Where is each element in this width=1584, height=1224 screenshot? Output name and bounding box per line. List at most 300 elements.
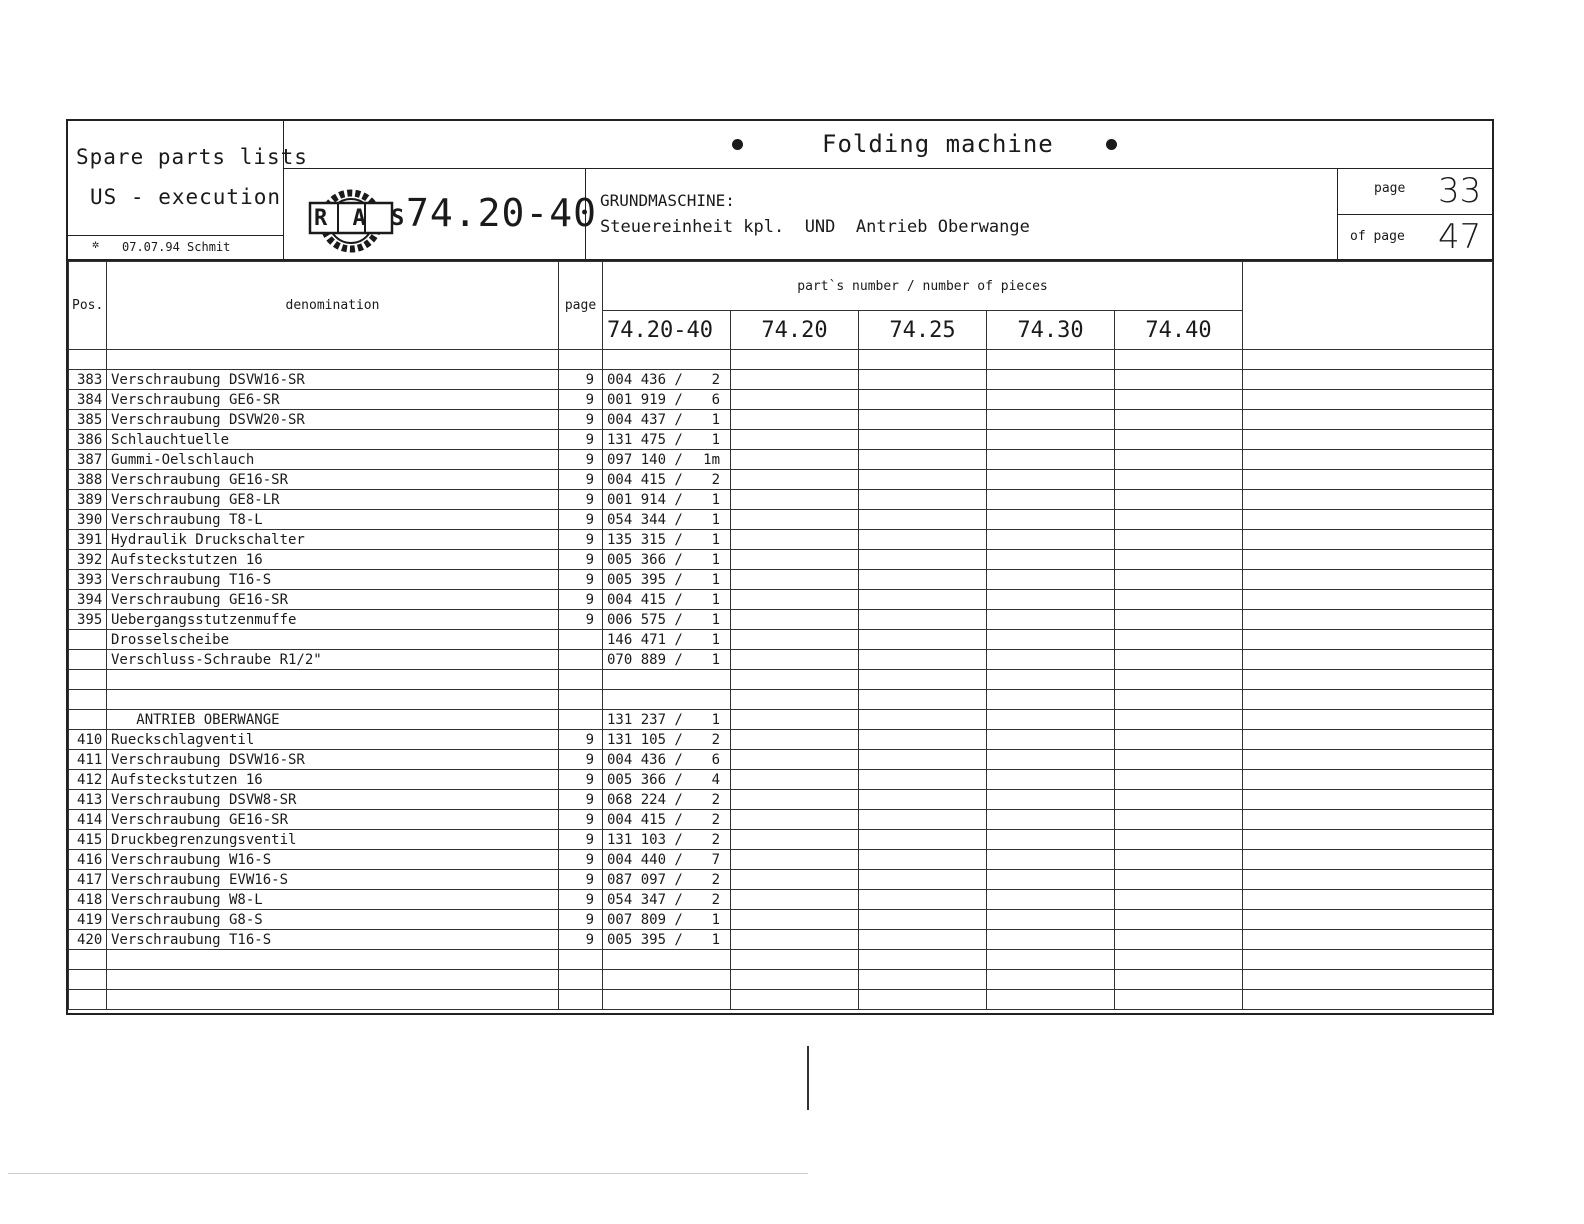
table-row bbox=[69, 570, 1493, 590]
part-number: 131 475 / bbox=[607, 431, 683, 448]
page-cell: 9 bbox=[559, 610, 603, 630]
model-value-cell bbox=[1115, 890, 1243, 910]
model-value-cell bbox=[1243, 950, 1493, 970]
model-value-cell bbox=[987, 410, 1115, 430]
model-value-cell bbox=[859, 950, 987, 970]
model-value-cell bbox=[859, 530, 987, 550]
model-value-cell bbox=[731, 830, 859, 850]
model-value-cell bbox=[987, 550, 1115, 570]
pos-cell: 383 bbox=[69, 370, 107, 390]
piece-count: 2 bbox=[711, 791, 720, 808]
model-value-cell bbox=[1243, 370, 1493, 390]
model-value-cell bbox=[731, 530, 859, 550]
part-number: 004 415 / bbox=[607, 591, 683, 608]
piece-count: 1 bbox=[711, 911, 720, 928]
table-row bbox=[69, 370, 1493, 390]
part-number-cell bbox=[603, 650, 731, 670]
denomination-cell: Aufsteckstutzen 16 bbox=[107, 550, 559, 570]
model-col-4: 74.30 bbox=[987, 311, 1115, 350]
part-number-cell bbox=[603, 670, 731, 690]
page-cell: 9 bbox=[559, 810, 603, 830]
col-blank bbox=[1243, 262, 1493, 350]
piece-count: 2 bbox=[711, 871, 720, 888]
piece-count: 1m bbox=[703, 451, 720, 468]
part-number-cell bbox=[603, 390, 731, 410]
model-value-cell bbox=[731, 850, 859, 870]
denomination-cell: Verschraubung W16-S bbox=[107, 850, 559, 870]
table-row bbox=[69, 970, 1493, 990]
page-cell: 9 bbox=[559, 550, 603, 570]
model-value-cell bbox=[987, 510, 1115, 530]
denomination-cell bbox=[107, 970, 559, 990]
denomination-cell: Drosselscheibe bbox=[107, 630, 559, 650]
part-number: 004 436 / bbox=[607, 371, 683, 388]
denomination-cell bbox=[107, 990, 559, 1010]
model-value-cell bbox=[1115, 970, 1243, 990]
page-cell: 9 bbox=[559, 830, 603, 850]
model-col-3: 74.25 bbox=[859, 311, 987, 350]
part-number-cell bbox=[603, 590, 731, 610]
model-value-cell bbox=[1115, 930, 1243, 950]
model-value-cell bbox=[731, 690, 859, 710]
part-number: 006 575 / bbox=[607, 611, 683, 628]
part-number-cell bbox=[603, 690, 731, 710]
model-value-cell bbox=[859, 830, 987, 850]
page-row bbox=[1338, 169, 1492, 215]
model-value-cell bbox=[1115, 730, 1243, 750]
machine-title: Folding machine bbox=[822, 130, 1054, 158]
model-value-cell bbox=[1115, 570, 1243, 590]
pos-cell bbox=[69, 350, 107, 370]
part-number: 054 347 / bbox=[607, 891, 683, 908]
model-value-cell bbox=[987, 930, 1115, 950]
page-cell: 9 bbox=[559, 930, 603, 950]
denomination-cell: Verschraubung GE16-SR bbox=[107, 470, 559, 490]
model-value-cell bbox=[987, 610, 1115, 630]
part-number-cell bbox=[603, 770, 731, 790]
model-value-cell bbox=[859, 550, 987, 570]
pos-cell: 413 bbox=[69, 790, 107, 810]
page-block bbox=[1338, 169, 1492, 259]
model-value-cell bbox=[1115, 610, 1243, 630]
part-number-cell bbox=[603, 870, 731, 890]
denomination-cell: Verschluss-Schraube R1/2" bbox=[107, 650, 559, 670]
page-cell: 9 bbox=[559, 850, 603, 870]
model-value-cell bbox=[1115, 550, 1243, 570]
denomination-cell: Rueckschlagventil bbox=[107, 730, 559, 750]
page-cell bbox=[559, 650, 603, 670]
piece-count: 1 bbox=[711, 571, 720, 588]
model-value-cell bbox=[987, 450, 1115, 470]
model-value-cell bbox=[859, 470, 987, 490]
model-value-cell bbox=[859, 970, 987, 990]
part-number: 146 471 / bbox=[607, 631, 683, 648]
model-value-cell bbox=[731, 870, 859, 890]
revision-mark-icon: ✲ bbox=[92, 237, 100, 251]
parts-table bbox=[68, 261, 1493, 1010]
model-value-cell bbox=[987, 850, 1115, 870]
pos-cell: 391 bbox=[69, 530, 107, 550]
page-cell: 9 bbox=[559, 370, 603, 390]
piece-count: 1 bbox=[711, 531, 720, 548]
page-cell bbox=[559, 710, 603, 730]
model-value-cell bbox=[1243, 430, 1493, 450]
model-value-cell bbox=[1243, 930, 1493, 950]
part-number: 001 919 / bbox=[607, 391, 683, 408]
model-value-cell bbox=[1115, 710, 1243, 730]
part-number: 004 436 / bbox=[607, 751, 683, 768]
piece-count: 2 bbox=[711, 891, 720, 908]
model-value-cell bbox=[1115, 910, 1243, 930]
table-row bbox=[69, 910, 1493, 930]
denomination-cell bbox=[107, 350, 559, 370]
part-number: 131 103 / bbox=[607, 831, 683, 848]
table-row bbox=[69, 530, 1493, 550]
denomination-cell: Verschraubung T16-S bbox=[107, 570, 559, 590]
piece-count: 2 bbox=[711, 731, 720, 748]
model-value-cell bbox=[731, 810, 859, 830]
pos-cell bbox=[69, 650, 107, 670]
model-value-cell bbox=[859, 810, 987, 830]
table-row bbox=[69, 450, 1493, 470]
model-value-cell bbox=[859, 410, 987, 430]
machine-title-strip bbox=[284, 121, 1492, 169]
part-number-cell bbox=[603, 710, 731, 730]
model-value-cell bbox=[731, 370, 859, 390]
page-cell: 9 bbox=[559, 750, 603, 770]
group-block bbox=[586, 169, 1338, 259]
part-number: 135 315 / bbox=[607, 531, 683, 548]
part-number-cell bbox=[603, 630, 731, 650]
denomination-cell: Verschraubung T16-S bbox=[107, 930, 559, 950]
denomination-cell: Gummi-Oelschlauch bbox=[107, 450, 559, 470]
denomination-cell: Verschraubung GE16-SR bbox=[107, 810, 559, 830]
part-number: 070 889 / bbox=[607, 651, 683, 668]
pos-cell: 410 bbox=[69, 730, 107, 750]
table-row bbox=[69, 390, 1493, 410]
denomination-cell: Verschraubung DSVW16-SR bbox=[107, 750, 559, 770]
model-value-cell bbox=[1115, 510, 1243, 530]
denomination-cell bbox=[107, 950, 559, 970]
page-cell: 9 bbox=[559, 730, 603, 750]
pos-cell: 387 bbox=[69, 450, 107, 470]
denomination-cell: Verschraubung GE16-SR bbox=[107, 590, 559, 610]
part-number-cell bbox=[603, 470, 731, 490]
model-value-cell bbox=[987, 670, 1115, 690]
table-row bbox=[69, 670, 1493, 690]
date-author: 07.07.94 Schmit bbox=[122, 240, 231, 254]
model-value-cell bbox=[859, 730, 987, 750]
table-row bbox=[69, 810, 1493, 830]
model-value-cell bbox=[731, 770, 859, 790]
part-number-cell bbox=[603, 490, 731, 510]
page-cell: 9 bbox=[559, 430, 603, 450]
part-number-cell bbox=[603, 910, 731, 930]
table-row bbox=[69, 630, 1493, 650]
denomination-cell: Verschraubung T8-L bbox=[107, 510, 559, 530]
model-value-cell bbox=[1115, 670, 1243, 690]
model-value-cell bbox=[859, 990, 987, 1010]
pos-cell: 419 bbox=[69, 910, 107, 930]
of-page-label: of page bbox=[1350, 229, 1405, 244]
denomination-cell: Verschraubung EVW16-S bbox=[107, 870, 559, 890]
pos-cell: 412 bbox=[69, 770, 107, 790]
pos-cell: 385 bbox=[69, 410, 107, 430]
model-value-cell bbox=[1115, 870, 1243, 890]
model-value-cell bbox=[859, 490, 987, 510]
model-col-1: 74.20-40 bbox=[603, 311, 731, 350]
model-value-cell bbox=[859, 890, 987, 910]
model-value-cell bbox=[987, 810, 1115, 830]
list-title: Spare parts lists bbox=[76, 145, 308, 169]
part-number: 004 415 / bbox=[607, 471, 683, 488]
page-cell: 9 bbox=[559, 410, 603, 430]
model-value-cell bbox=[731, 610, 859, 630]
table-row bbox=[69, 770, 1493, 790]
page-cell: 9 bbox=[559, 450, 603, 470]
denomination-cell: Verschraubung GE8-LR bbox=[107, 490, 559, 510]
page-cell bbox=[559, 690, 603, 710]
part-number-cell bbox=[603, 810, 731, 830]
model-value-cell bbox=[987, 470, 1115, 490]
model-value-cell bbox=[1243, 990, 1493, 1010]
model-value-cell bbox=[731, 450, 859, 470]
table-row bbox=[69, 830, 1493, 850]
ras-logo bbox=[308, 187, 411, 245]
part-number-cell bbox=[603, 430, 731, 450]
piece-count: 2 bbox=[711, 811, 720, 828]
pos-cell: 417 bbox=[69, 870, 107, 890]
table-row bbox=[69, 790, 1493, 810]
model-value-cell bbox=[859, 650, 987, 670]
pos-cell: 390 bbox=[69, 510, 107, 530]
pos-cell: 384 bbox=[69, 390, 107, 410]
model-value-cell bbox=[1243, 550, 1493, 570]
model-value-cell bbox=[1115, 350, 1243, 370]
model-value-cell bbox=[1243, 770, 1493, 790]
table-row bbox=[69, 890, 1493, 910]
piece-count: 1 bbox=[711, 931, 720, 948]
piece-count: 1 bbox=[711, 411, 720, 428]
date-strip bbox=[68, 235, 283, 259]
denomination-cell: Verschraubung W8-L bbox=[107, 890, 559, 910]
table-row bbox=[69, 750, 1493, 770]
page-cell: 9 bbox=[559, 390, 603, 410]
model-value-cell bbox=[731, 670, 859, 690]
denomination-cell: Verschraubung GE6-SR bbox=[107, 390, 559, 410]
piece-count: 1 bbox=[711, 711, 720, 728]
piece-count: 1 bbox=[711, 511, 720, 528]
piece-count: 1 bbox=[711, 651, 720, 668]
model-value-cell bbox=[859, 690, 987, 710]
part-number-cell bbox=[603, 930, 731, 950]
parts-table-body bbox=[69, 350, 1493, 1010]
model-value-cell bbox=[1243, 890, 1493, 910]
col-group-heading: part`s number / number of pieces bbox=[603, 262, 1243, 311]
table-row bbox=[69, 990, 1493, 1010]
model-value-cell bbox=[1243, 450, 1493, 470]
model-value-cell bbox=[859, 390, 987, 410]
piece-count: 2 bbox=[711, 471, 720, 488]
model-value-cell bbox=[731, 570, 859, 590]
model-value-cell bbox=[731, 490, 859, 510]
model-value-cell bbox=[731, 550, 859, 570]
piece-count: 1 bbox=[711, 551, 720, 568]
model-value-cell bbox=[731, 630, 859, 650]
pos-cell bbox=[69, 970, 107, 990]
part-number-cell bbox=[603, 790, 731, 810]
table-row bbox=[69, 510, 1493, 530]
model-range: 74.20-40 bbox=[406, 191, 598, 235]
model-value-cell bbox=[1115, 450, 1243, 470]
model-value-cell bbox=[859, 450, 987, 470]
table-row bbox=[69, 610, 1493, 630]
piece-count: 6 bbox=[711, 391, 720, 408]
pos-cell: 416 bbox=[69, 850, 107, 870]
table-row bbox=[69, 690, 1493, 710]
model-value-cell bbox=[1115, 390, 1243, 410]
pos-cell: 395 bbox=[69, 610, 107, 630]
part-number: 097 140 / bbox=[607, 451, 683, 468]
model-value-cell bbox=[1115, 750, 1243, 770]
model-value-cell bbox=[1115, 950, 1243, 970]
pos-cell: 389 bbox=[69, 490, 107, 510]
model-value-cell bbox=[1115, 490, 1243, 510]
model-value-cell bbox=[859, 350, 987, 370]
pos-cell: 418 bbox=[69, 890, 107, 910]
model-value-cell bbox=[1243, 710, 1493, 730]
table-row bbox=[69, 550, 1493, 570]
model-value-cell bbox=[1115, 630, 1243, 650]
model-value-cell bbox=[987, 970, 1115, 990]
pos-cell bbox=[69, 950, 107, 970]
part-number-cell bbox=[603, 850, 731, 870]
part-number: 005 366 / bbox=[607, 771, 683, 788]
model-value-cell bbox=[987, 730, 1115, 750]
denomination-cell bbox=[107, 670, 559, 690]
model-value-cell bbox=[1115, 370, 1243, 390]
model-value-cell bbox=[1115, 410, 1243, 430]
model-value-cell bbox=[987, 530, 1115, 550]
model-value-cell bbox=[731, 910, 859, 930]
model-value-cell bbox=[731, 350, 859, 370]
model-value-cell bbox=[1243, 850, 1493, 870]
pos-cell bbox=[69, 990, 107, 1010]
part-number: 054 344 / bbox=[607, 511, 683, 528]
logo-block bbox=[284, 169, 598, 259]
model-value-cell bbox=[987, 870, 1115, 890]
pos-cell: 394 bbox=[69, 590, 107, 610]
group-description: Steuereinheit kpl. UND Antrieb Oberwange bbox=[600, 217, 1030, 237]
model-value-cell bbox=[1115, 590, 1243, 610]
pos-cell: 415 bbox=[69, 830, 107, 850]
pos-cell: 411 bbox=[69, 750, 107, 770]
page-cell bbox=[559, 950, 603, 970]
model-value-cell bbox=[1243, 690, 1493, 710]
piece-count: 4 bbox=[711, 771, 720, 788]
model-value-cell bbox=[987, 570, 1115, 590]
denomination-cell: Verschraubung DSVW8-SR bbox=[107, 790, 559, 810]
model-value-cell bbox=[987, 770, 1115, 790]
denomination-cell: ANTRIEB OBERWANGE bbox=[107, 710, 559, 730]
part-number: 005 395 / bbox=[607, 931, 683, 948]
model-value-cell bbox=[859, 910, 987, 930]
model-value-cell bbox=[1115, 530, 1243, 550]
pos-cell bbox=[69, 670, 107, 690]
part-number: 001 914 / bbox=[607, 491, 683, 508]
model-value-cell bbox=[731, 410, 859, 430]
model-value-cell bbox=[1243, 510, 1493, 530]
denomination-cell bbox=[107, 690, 559, 710]
model-value-cell bbox=[987, 590, 1115, 610]
pos-cell: 414 bbox=[69, 810, 107, 830]
model-value-cell bbox=[1243, 470, 1493, 490]
col-page: page bbox=[559, 262, 603, 350]
model-value-cell bbox=[731, 930, 859, 950]
total-pages: 47 bbox=[1438, 217, 1482, 257]
model-value-cell bbox=[1115, 810, 1243, 830]
model-value-cell bbox=[731, 890, 859, 910]
page-cell: 9 bbox=[559, 530, 603, 550]
table-row bbox=[69, 430, 1493, 450]
model-value-cell bbox=[1115, 770, 1243, 790]
model-value-cell bbox=[987, 830, 1115, 850]
part-number: 004 415 / bbox=[607, 811, 683, 828]
model-value-cell bbox=[859, 930, 987, 950]
denomination-cell: Hydraulik Druckschalter bbox=[107, 530, 559, 550]
model-value-cell bbox=[731, 590, 859, 610]
model-value-cell bbox=[1115, 790, 1243, 810]
page-cell: 9 bbox=[559, 790, 603, 810]
part-number-cell bbox=[603, 610, 731, 630]
piece-count: 7 bbox=[711, 851, 720, 868]
page-label: page bbox=[1374, 181, 1406, 196]
part-number-cell bbox=[603, 970, 731, 990]
table-row bbox=[69, 650, 1493, 670]
denomination-cell: Uebergangsstutzenmuffe bbox=[107, 610, 559, 630]
page-number: 33 bbox=[1438, 171, 1482, 211]
model-value-cell bbox=[1243, 650, 1493, 670]
model-value-cell bbox=[1115, 430, 1243, 450]
model-value-cell bbox=[731, 430, 859, 450]
model-value-cell bbox=[987, 890, 1115, 910]
table-row bbox=[69, 850, 1493, 870]
model-value-cell bbox=[731, 510, 859, 530]
table-row bbox=[69, 490, 1493, 510]
denomination-cell: Verschraubung DSVW16-SR bbox=[107, 370, 559, 390]
model-value-cell bbox=[859, 790, 987, 810]
denomination-cell: Druckbegrenzungsventil bbox=[107, 830, 559, 850]
model-value-cell bbox=[859, 750, 987, 770]
page-cell bbox=[559, 630, 603, 650]
col-denomination: denomination bbox=[107, 262, 559, 350]
table-row bbox=[69, 950, 1493, 970]
table-row bbox=[69, 710, 1493, 730]
part-number: 131 237 / bbox=[607, 711, 683, 728]
model-value-cell bbox=[1115, 830, 1243, 850]
page-cell: 9 bbox=[559, 890, 603, 910]
bullet-left-icon bbox=[732, 139, 743, 150]
part-number-cell bbox=[603, 550, 731, 570]
part-number-cell bbox=[603, 350, 731, 370]
model-value-cell bbox=[1243, 670, 1493, 690]
piece-count: 1 bbox=[711, 611, 720, 628]
denomination-cell: Schlauchtuelle bbox=[107, 430, 559, 450]
page-cell: 9 bbox=[559, 910, 603, 930]
pos-cell: 420 bbox=[69, 930, 107, 950]
model-value-cell bbox=[1243, 810, 1493, 830]
table-row bbox=[69, 730, 1493, 750]
